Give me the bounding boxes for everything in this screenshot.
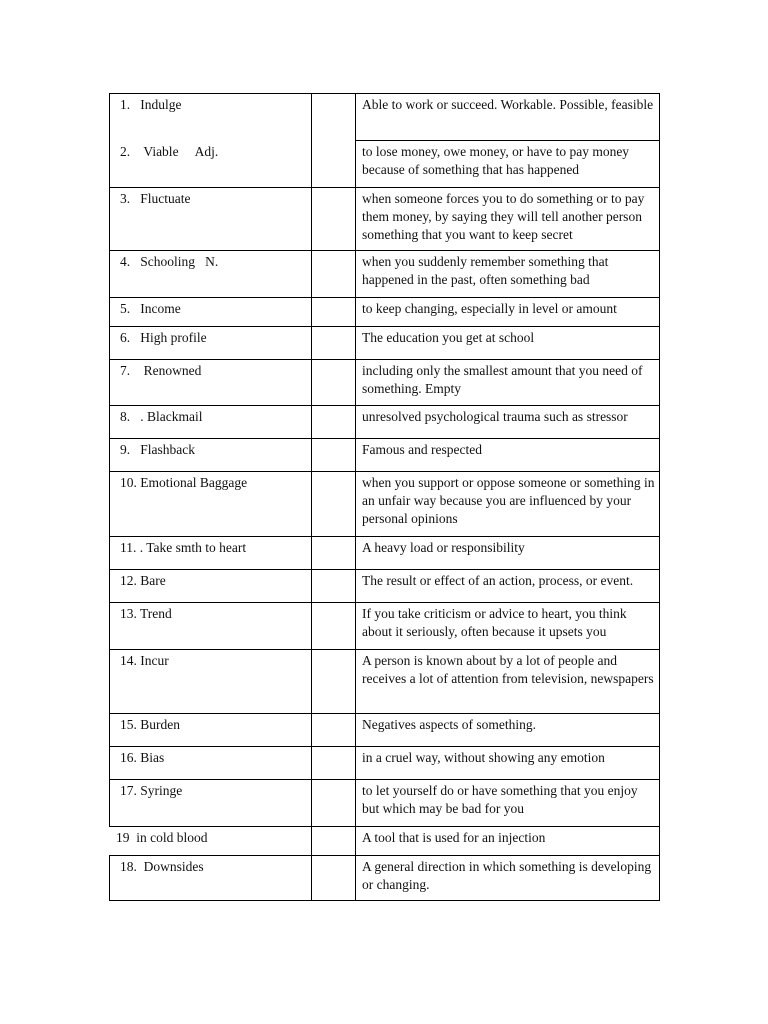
term-cell bbox=[109, 536, 312, 569]
definition-text: when you suddenly remember something that happened in the past, often something bad bbox=[362, 254, 609, 287]
answer-cell[interactable] bbox=[312, 649, 356, 713]
answer-cell[interactable] bbox=[312, 779, 356, 826]
table-row bbox=[109, 405, 660, 438]
answer-cell[interactable] bbox=[312, 297, 356, 326]
answer-cell[interactable] bbox=[312, 536, 356, 569]
term-text: 4. Schooling N. bbox=[120, 254, 219, 269]
definition-cell bbox=[356, 649, 660, 713]
definition-text: to lose money, owe money, or have to pay money because of something that has happened bbox=[362, 144, 630, 177]
term-cell bbox=[109, 779, 312, 826]
term-cell bbox=[109, 649, 312, 713]
definition-text: unresolved psychological trauma such as stressor bbox=[362, 409, 628, 424]
definition-text: The result or effect of an action, process, or event. bbox=[362, 573, 634, 588]
term-text: 18. Downsides bbox=[120, 859, 204, 874]
answer-cell[interactable] bbox=[312, 405, 356, 438]
definition-cell bbox=[356, 855, 660, 901]
definition-cell bbox=[356, 536, 660, 569]
definition-cell bbox=[356, 359, 660, 405]
term-cell bbox=[109, 250, 312, 297]
table-row bbox=[109, 826, 660, 855]
term-cell bbox=[109, 326, 312, 359]
definition-cell bbox=[356, 326, 660, 359]
table-row bbox=[109, 140, 660, 187]
answer-cell[interactable] bbox=[312, 746, 356, 779]
definition-cell bbox=[356, 779, 660, 826]
term-text: 13. Trend bbox=[120, 606, 172, 621]
definition-cell bbox=[356, 826, 660, 855]
term-text: 16. Bias bbox=[120, 750, 165, 765]
answer-cell[interactable] bbox=[312, 569, 356, 602]
definition-cell bbox=[356, 250, 660, 297]
answer-cell[interactable] bbox=[312, 359, 356, 405]
term-text: 15. Burden bbox=[120, 717, 180, 732]
term-cell bbox=[109, 826, 312, 855]
term-text: 19 in cold blood bbox=[116, 830, 208, 845]
term-cell bbox=[109, 187, 312, 250]
definition-text: Negatives aspects of something. bbox=[362, 717, 536, 732]
definition-text: to keep changing, especially in level or amount bbox=[362, 301, 617, 316]
definition-cell bbox=[356, 438, 660, 471]
answer-cell[interactable] bbox=[312, 855, 356, 901]
definition-text: If you take criticism or advice to heart, you think about it seriously, often because it upsets you bbox=[362, 606, 627, 639]
term-cell bbox=[109, 746, 312, 779]
table-row bbox=[109, 649, 660, 713]
definition-text: Able to work or succeed. Workable. Possible, feasible bbox=[362, 97, 654, 112]
term-text: 11. . Take smth to heart bbox=[120, 540, 247, 555]
definition-text: A heavy load or responsibility bbox=[362, 540, 525, 555]
term-text: 2. Viable Adj. bbox=[120, 144, 219, 159]
term-text: 5. Income bbox=[120, 301, 181, 316]
table-row bbox=[109, 602, 660, 649]
definition-text: when someone forces you to do something or to pay them money, by saying they will tell another person something that you want to keep secret bbox=[362, 191, 645, 242]
answer-cell[interactable] bbox=[312, 602, 356, 649]
term-cell bbox=[109, 359, 312, 405]
term-text: 12. Bare bbox=[120, 573, 166, 588]
definition-text: Famous and respected bbox=[362, 442, 482, 457]
table-row bbox=[109, 471, 660, 536]
term-text: 6. High profile bbox=[120, 330, 207, 345]
table-row bbox=[109, 779, 660, 826]
definition-text: A general direction in which something is developing or changing. bbox=[362, 859, 652, 892]
answer-cell[interactable] bbox=[312, 326, 356, 359]
definition-text: A tool that is used for an injection bbox=[362, 830, 546, 845]
term-text: 8. . Blackmail bbox=[120, 409, 203, 424]
table-row bbox=[109, 438, 660, 471]
term-text: 7. Renowned bbox=[120, 363, 202, 378]
term-text: 14. Incur bbox=[120, 653, 169, 668]
term-text: 17. Syringe bbox=[120, 783, 183, 798]
definition-text: when you support or oppose someone or something in an unfair way because you are influenced by your personal opinions bbox=[362, 475, 655, 526]
definition-cell bbox=[356, 471, 660, 536]
term-text: 3. Fluctuate bbox=[120, 191, 191, 206]
definition-text: A person is known about by a lot of people and receives a lot of attention from television, newspapers bbox=[362, 653, 654, 686]
term-cell bbox=[109, 855, 312, 901]
term-text: 10. Emotional Baggage bbox=[120, 475, 248, 490]
answer-cell[interactable] bbox=[312, 713, 356, 746]
table-row bbox=[109, 187, 660, 250]
table-row bbox=[109, 746, 660, 779]
definition-cell bbox=[356, 602, 660, 649]
definition-cell bbox=[356, 93, 660, 140]
term-cell bbox=[109, 713, 312, 746]
term-cell bbox=[109, 438, 312, 471]
term-cell bbox=[109, 569, 312, 602]
table-row bbox=[109, 359, 660, 405]
table-row bbox=[109, 93, 660, 159]
definition-text: The education you get at school bbox=[362, 330, 535, 345]
definition-text: in a cruel way, without showing any emotion bbox=[362, 750, 605, 765]
term-text: 9. Flashback bbox=[120, 442, 195, 457]
term-text: 1. Indulge bbox=[120, 97, 182, 112]
term-cell bbox=[109, 405, 312, 438]
term-cell bbox=[109, 602, 312, 649]
answer-cell[interactable] bbox=[312, 187, 356, 250]
definition-cell bbox=[356, 713, 660, 746]
vocabulary-matching-table bbox=[109, 93, 660, 901]
definition-cell bbox=[356, 297, 660, 326]
term-cell bbox=[109, 471, 312, 536]
term-cell bbox=[109, 297, 312, 326]
answer-cell[interactable] bbox=[312, 826, 356, 855]
definition-cell bbox=[356, 569, 660, 602]
table-row bbox=[109, 855, 660, 901]
answer-cell[interactable] bbox=[312, 471, 356, 536]
table-row bbox=[109, 250, 660, 297]
answer-cell[interactable] bbox=[312, 250, 356, 297]
definition-text: including only the smallest amount that you need of something. Empty bbox=[362, 363, 643, 396]
table-row bbox=[109, 536, 660, 569]
definition-cell bbox=[356, 187, 660, 250]
definition-cell bbox=[356, 405, 660, 438]
definition-cell bbox=[356, 746, 660, 779]
definition-text: to let yourself do or have something that you enjoy but which may be bad for you bbox=[362, 783, 638, 816]
table-row bbox=[109, 326, 660, 359]
table-row bbox=[109, 297, 660, 326]
answer-cell[interactable] bbox=[312, 438, 356, 471]
definition-cell bbox=[356, 140, 660, 187]
table-row bbox=[109, 713, 660, 746]
table-row bbox=[109, 569, 660, 602]
